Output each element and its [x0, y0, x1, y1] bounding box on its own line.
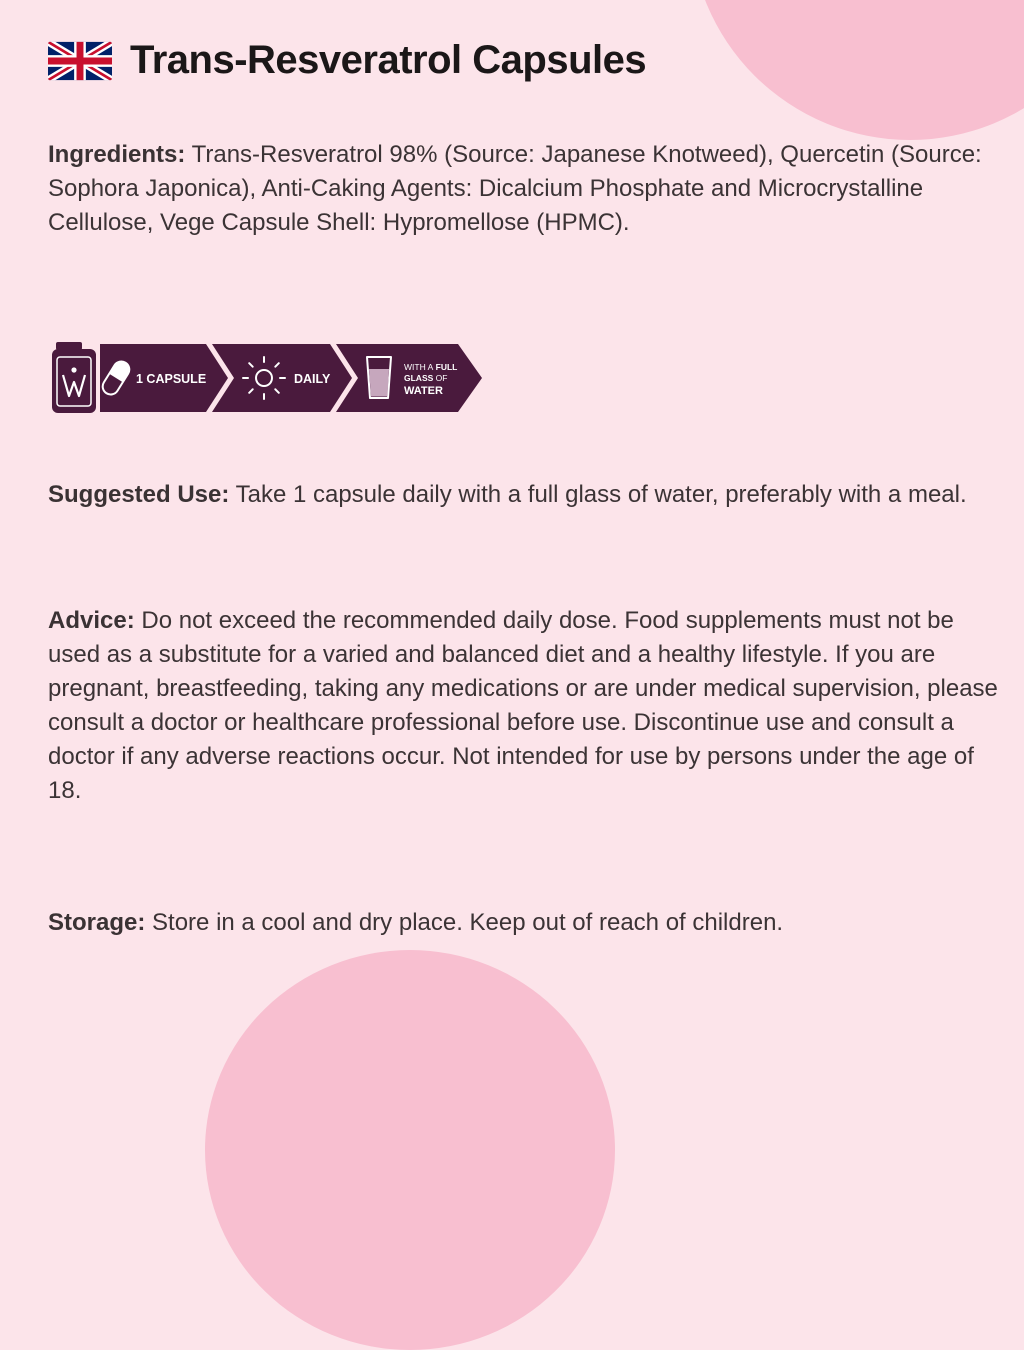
- ingredients-section: [48, 138, 1006, 240]
- suggested-use-section: [48, 478, 1006, 512]
- dosage-strip: [50, 340, 486, 416]
- page-title: Trans-Resveratrol Capsules: [130, 38, 647, 82]
- advice-label: Advice:: [48, 607, 135, 634]
- daily-label: DAILY: [294, 372, 331, 386]
- header: [48, 38, 646, 83]
- glass-label-line-3: WATER: [404, 385, 443, 397]
- suggested-use-label: Suggested Use:: [48, 481, 230, 508]
- storage-label: Storage:: [48, 909, 146, 936]
- ingredients-label: Ingredients:: [48, 141, 186, 168]
- advice-text: Do not exceed the recommended daily dose. Food supplements must not be used as a substitute for a varied and balanced diet and a healthy lifestyle. If you are pregnant, breastfeeding, taking any medications or are under medical supervision, please consult a doctor or healthcare professional before use. Discontinue use and consult a doctor if any adverse reactions occur. Not intended for use by persons under the age of 18.: [48, 607, 998, 804]
- supplement-bottle-icon: [52, 342, 96, 413]
- decorative-circle-bottom: [205, 950, 615, 1350]
- storage-text: Store in a cool and dry place. Keep out of reach of children.: [152, 909, 784, 936]
- glass-label-line-2: GLASS OF: [404, 373, 448, 383]
- storage-section: [48, 906, 1006, 940]
- suggested-use-text: Take 1 capsule daily with a full glass of water, preferably with a meal.: [235, 481, 967, 508]
- ingredients-text: Trans-Resveratrol 98% (Source: Japanese Knotweed), Quercetin (Source: Sophora Japonica), Anti-Caking Agents: Dicalcium Phosphate and Microcrystalline Cellulose, Vege Capsule Shell: Hypromellose (HPMC).: [48, 141, 982, 236]
- glass-label-line-1: WITH A FULL: [404, 362, 458, 372]
- decorative-circle-top: [690, 0, 1024, 140]
- uk-flag-icon: [48, 39, 112, 83]
- capsule-label: 1 CAPSULE: [136, 372, 207, 386]
- advice-section: [48, 604, 1006, 808]
